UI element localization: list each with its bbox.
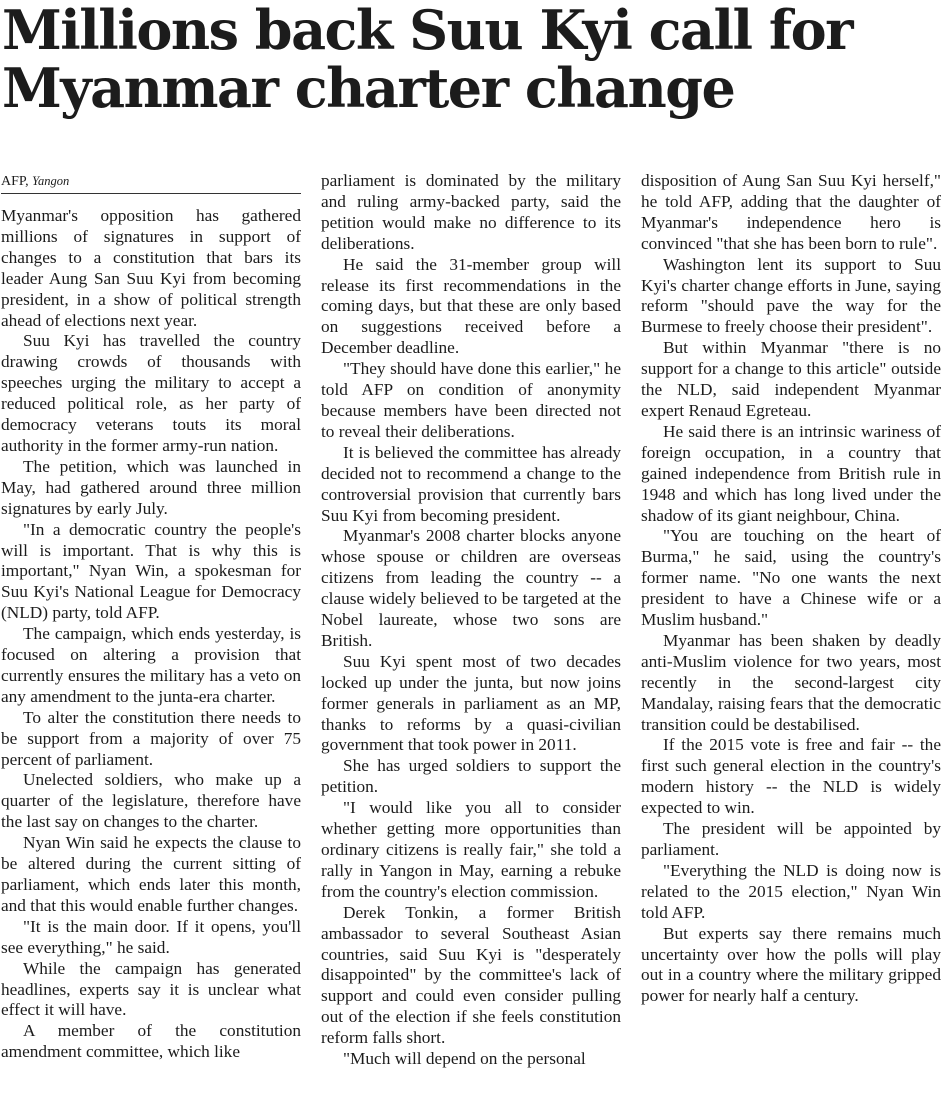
paragraph: If the 2015 vote is free and fair -- the first such general election in the country's modern history -- the NLD is widely expected to win. [641, 735, 941, 818]
paragraph: But experts say there remains much uncertainty over how the polls will play out in a country where the military gripped power for nearly half a century. [641, 923, 941, 1006]
paragraph: The petition, which was launched in May, had gathered around three million signatures by early July. [1, 456, 301, 518]
paragraph: It is believed the committee has already decided not to recommend a change to the controversial provision that currently bars Suu Kyi from becoming president. [321, 442, 621, 525]
byline-location: Yangon [32, 174, 70, 188]
paragraph: While the campaign has generated headlines, experts say it is unclear what effect it will have. [1, 958, 301, 1020]
paragraph: Washington lent its support to Suu Kyi's charter change efforts in June, saying reform "should pave the way for the Burmese to freely choose their president". [641, 254, 941, 337]
paragraph: "Everything the NLD is doing now is related to the 2015 election," Nyan Win told AFP. [641, 860, 941, 922]
article-body [0, 171, 951, 1112]
column-1 [1, 171, 301, 1063]
column-2 [321, 171, 621, 1070]
paragraph: Myanmar has been shaken by deadly anti-Muslim violence for two years, most recently in the second-largest city Mandalay, raising fears that the democratic transition could be destabilised. [641, 630, 941, 734]
paragraph: parliament is dominated by the military and ruling army-backed party, said the petition would make no difference to its deliberations. [321, 171, 621, 253]
paragraph: Nyan Win said he expects the clause to be altered during the current sitting of parliament, which ends later this month, and that this would enable further changes. [1, 833, 301, 915]
paragraph: Suu Kyi spent most of two decades locked up under the junta, but now joins former generals in parliament as an MP, thanks to reforms by a quasi-civilian government that took power in 2011. [321, 651, 621, 755]
paragraph: Suu Kyi has travelled the country drawing crowds of thousands with speeches urging the military to accept a reduced political role, as her party of democracy veterans touts its moral authority in the former army-run nation. [1, 331, 301, 455]
paragraph: The campaign, which ends yesterday, is focused on altering a provision that currently ensures the military has a veto on any amendment to the junta-era charter. [1, 624, 301, 706]
paragraph: "In a democratic country the people's will is important. That is why this is important," Nyan Win, a spokesman for Suu Kyi's National League for Democracy (NLD) party, told AFP. [1, 519, 301, 623]
paragraph: "It is the main door. If it opens, you'll see everything," he said. [1, 916, 301, 957]
paragraph: "They should have done this earlier," he told AFP on condition of anonymity because members have been directed not to reveal their deliberations. [321, 359, 621, 441]
column-3 [641, 171, 941, 1007]
paragraph: Derek Tonkin, a former British ambassador to several Southeast Asian countries, said Suu Kyi is "desperately disappointed" by the committee's lack of support and could even consider pulling out of the election if she feels constitution reform falls short. [321, 902, 621, 1048]
headline-line-1: Millions back Suu Kyi call for [2, 0, 853, 62]
paragraph: He said there is an intrinsic wariness of foreign occupation, in a country that gained independence from British rule in 1948 and which has long lived under the shadow of its giant neighbour, China. [641, 421, 941, 525]
paragraph: The president will be appointed by parliament. [641, 819, 941, 859]
paragraph: Unelected soldiers, who make up a quarter of the legislature, therefore have the last say on changes to the charter. [1, 770, 301, 832]
paragraph: But within Myanmar "there is no support for a change to this article" outside the NLD, said independent Myanmar expert Renaud Egreteau. [641, 338, 941, 420]
paragraph: She has urged soldiers to support the petition. [321, 756, 621, 797]
headline [2, 2, 948, 118]
paragraph: "You are touching on the heart of Burma," he said, using the country's former name. "No one wants the next president to have a Chinese wife or a Muslim husband." [641, 526, 941, 630]
paragraph: Myanmar's opposition has gathered millions of signatures in support of changes to a constitution that bars its leader Aung San Suu Kyi from becoming president, in a show of political strength ahead of elections next year. [1, 206, 301, 330]
paragraph: disposition of Aung San Suu Kyi herself," he told AFP, adding that the daughter of Myanmar's independence hero is convinced "that she has been born to rule". [641, 171, 941, 253]
paragraph: Myanmar's 2008 charter blocks anyone whose spouse or children are overseas citizens from leading the country -- a clause widely believed to be targeted at the Nobel laureate, whose two sons are British. [321, 526, 621, 650]
headline-line-2: Myanmar charter change [2, 55, 735, 120]
paragraph: A member of the constitution amendment committee, which like [1, 1021, 301, 1062]
paragraph: He said the 31-member group will release its first recommendations in the coming days, but that these are only based on suggestions received before a December deadline. [321, 254, 621, 358]
byline-agency: AFP, [1, 174, 29, 189]
paragraph: To alter the constitution there needs to be support from a majority of over 75 percent of parliament. [1, 707, 301, 769]
byline [1, 171, 301, 194]
paragraph: "I would like you all to consider whether getting more opportunities than ordinary citizens is really fair," she told a rally in Yangon in May, earning a rebuke from the country's election commission. [321, 798, 621, 901]
paragraph: "Much will depend on the personal [343, 1049, 586, 1069]
